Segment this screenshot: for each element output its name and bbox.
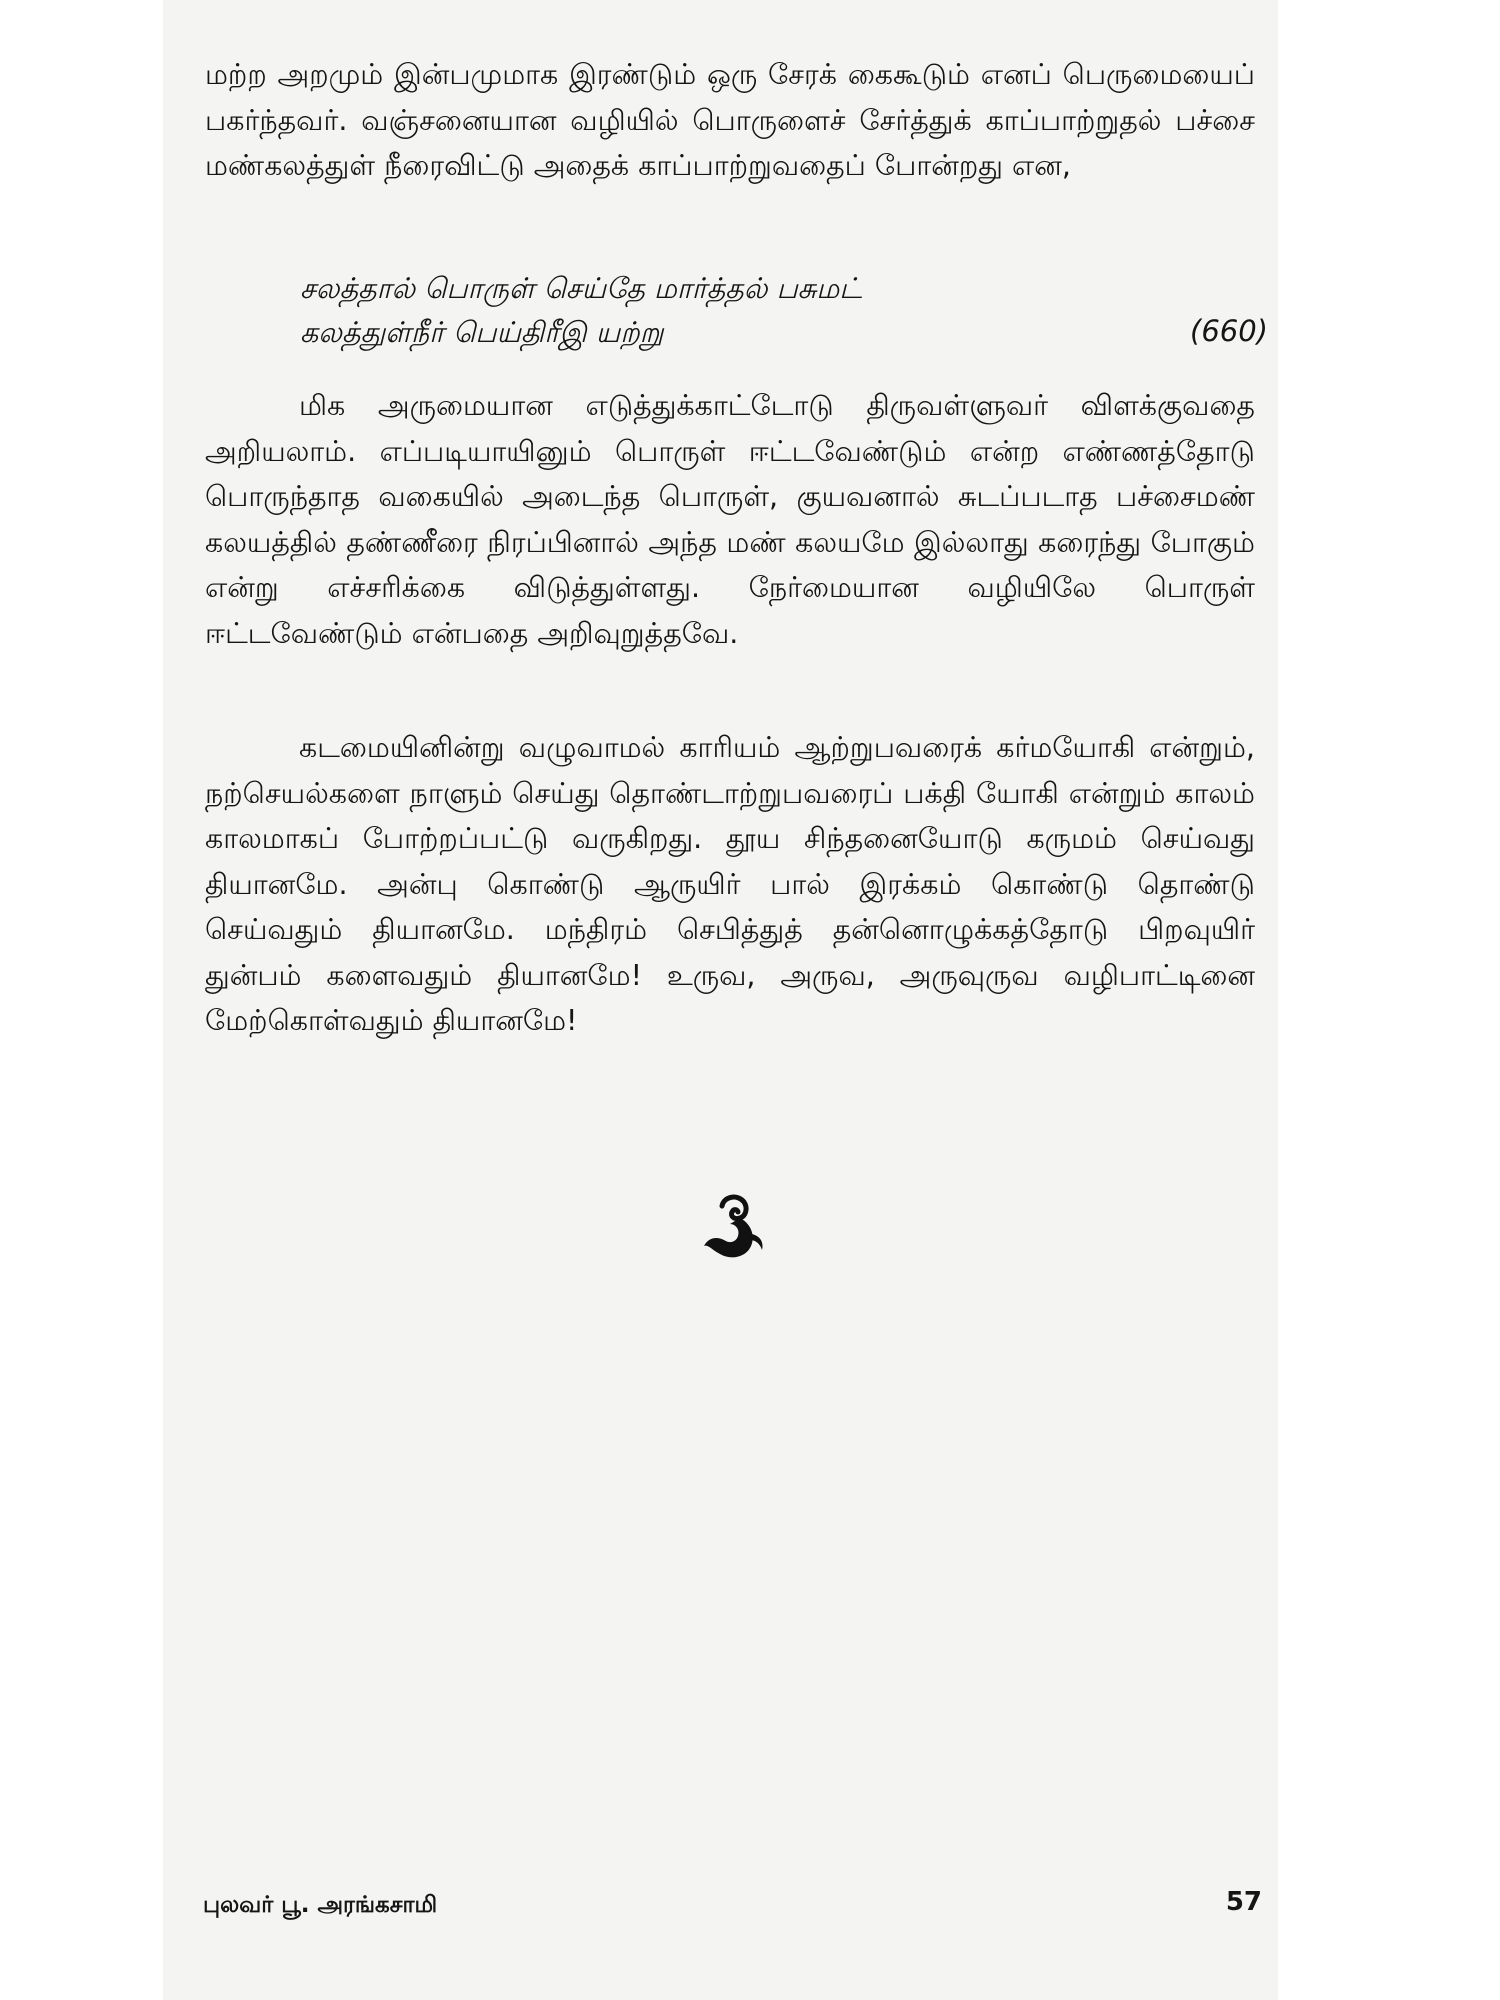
- verse-line-1: சலத்தால் பொருள் செய்தே மார்த்தல் பசுமட்: [300, 272, 862, 305]
- paragraph-text: மற்ற அறமும் இன்பமுமாக இரண்டும் ஒரு சேரக் கைகூடும் எனப் பெருமையைப் பகர்ந்தவர். வஞ்சனையான வழியில் பொருளைச் சேர்த்துக் காப்பாற்றுதல் பச்சை மண்கலத்துள் நீரைவிட்டு அதைக் காப்பாற்றுவதைப் போன்றது என,: [205, 58, 1255, 182]
- paragraph-text: மிக அருமையான எடுத்துக்காட்டோடு திருவள்ளுவர் விளக்குவதை அறியலாம். எப்படியாயினும் பொருள் ஈட்டவேண்டும் என்ற எண்ணத்தோடு பொருந்தாத வகையில் அடைந்த பொருள், குயவனால் சுடப்படாத பச்சைமண் கலயத்தில் தண்ணீரை நிரப்பினால் அந்த மண் கலயமே இல்லாது கரைந்து போகும் என்று எச்சரிக்கை விடுத்துள்ளது. நேர்மையான வழியிலே பொருள் ஈட்டவேண்டும் என்பதை அறிவுறுத்தவே.: [205, 389, 1255, 650]
- paragraph-text: கடமையினின்று வழுவாமல் காரியம் ஆற்றுபவரைக் கர்மயோகி என்றும், நற்செயல்களை நாளும் செய்து தொண்டாற்றுபவரைப் பக்தி யோகி என்றும் காலம் காலமாகப் போற்றப்பட்டு வருகிறது. தூய சிந்தனையோடு கருமம் செய்வது தியானமே. அன்பு கொண்டு ஆருயிர் பால் இரக்கம் கொண்டு தொண்டு செய்வதும் தியானமே. மந்திரம் செபித்துத் தன்னொழுக்கத்தோடு பிறவுயிர் துன்பம் களைவதும் தியானமே! உருவ, அருவ, அருவுருவ வழிபாட்டினை மேற்கொள்வதும் தியானமே!: [205, 731, 1255, 1037]
- paragraph-meditation: [205, 725, 1255, 1044]
- page-number: 57: [1225, 1887, 1262, 1917]
- verse-line-2: கலத்துள்நீர் பெய்திரீஇ யற்று: [300, 316, 664, 349]
- decorative-ornament-icon: [700, 1190, 770, 1268]
- paragraph-intro: [205, 52, 1255, 189]
- verse-number: (660): [1190, 314, 1268, 348]
- footer-author: புலவர் பூ. அரங்கசாமி: [203, 1892, 438, 1918]
- paragraph-explanation: [205, 383, 1255, 656]
